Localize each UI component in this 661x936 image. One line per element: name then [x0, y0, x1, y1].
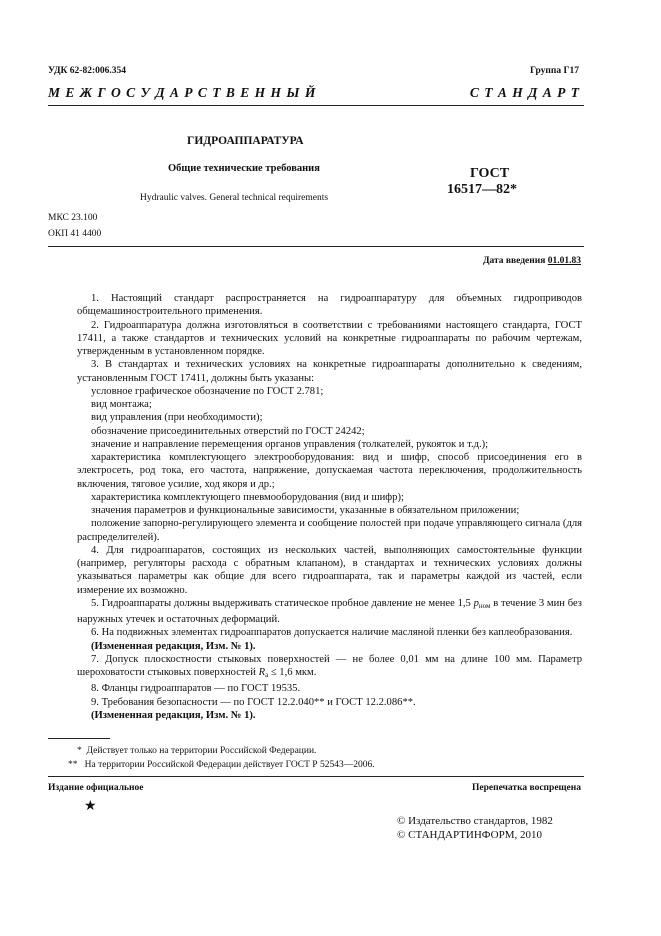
clause-3-item: обозначение присоединительных отверстий по ГОСТ 24242;: [91, 425, 365, 437]
page-subtitle: Общие технические требования: [168, 163, 320, 174]
revision-note: (Измененная редакция, Изм. № 1).: [91, 640, 256, 652]
clause-7-text-a: 7. Допуск плоскостности стыковых поверхностей — не более 0,01 мм на длине 100 мм. Параметр шероховатости стыковых поверхностей: [77, 653, 582, 678]
clause-5-text-a: 5. Гидроаппараты должны выдерживать статическое пробное давление не менее 1,5: [91, 597, 471, 609]
clause-2: 2. Гидроаппаратура должна изготовляться в соответствии с требованиями настоящего стандарта, ГОСТ 17411, а также стандартов и технических условий на конкретные гидроаппараты по рабочим чертежам, утвержденным в установленном порядке.: [77, 319, 582, 357]
pressure-subscript: ном: [478, 601, 491, 610]
reprint-prohibited: Перепечатка воспрещена: [471, 783, 581, 793]
clause-3: 3. В стандартах и технических условиях на конкретные гидроаппараты дополнительно к сведениям, установленным ГОСТ 17411, должны быть указаны:: [77, 359, 582, 384]
intro-date: [483, 256, 581, 266]
gost-label: ГОСТ: [470, 166, 510, 181]
clause-1: 1. Настоящий стандарт распространяется на гидроаппаратуру для объемных гидроприводов общемашиностроительного применения.: [77, 293, 582, 318]
official-edition: Издание официальное: [48, 783, 144, 793]
footnote-1-text: Действует только на территории Российской Федерации.: [86, 746, 317, 756]
state-standard-right: С Т А Н Д А Р Т: [469, 85, 579, 100]
clause-9: 9. Требования безопасности — по ГОСТ 12.2.040** и ГОСТ 12.2.086**.: [91, 696, 416, 708]
roughness-symbol: R: [258, 667, 266, 678]
clause-8: 8. Фланцы гидроаппаратов — по ГОСТ 19535.: [91, 683, 301, 695]
footnote-2-text: На территории Российской Федерации действует ГОСТ Р 52543—2006.: [84, 760, 375, 770]
footnote-2-mark: **: [68, 760, 78, 770]
revision-note: (Измененная редакция, Изм. № 1).: [91, 709, 256, 721]
star-icon: ★: [84, 799, 97, 814]
clause-3-item: условное графическое обозначение по ГОСТ 2.781;: [91, 385, 324, 397]
clause-5-text-b: в течение 3 мин без наружных утечек и остаточных деформаций.: [77, 597, 582, 625]
page-title: ГИДРОАППАРАТУРА: [187, 135, 304, 147]
footnote-2: [68, 760, 375, 770]
group-code: Группа Г17: [530, 66, 579, 76]
document-body: [77, 292, 582, 722]
intro-date-label: Дата введения: [482, 256, 546, 266]
footnote-1: [77, 746, 316, 756]
clause-3-item: значения параметров и функциональные зависимости, указанные в обязательном приложении;: [91, 505, 520, 516]
clause-5: [77, 597, 582, 627]
clause-3-item: характеристика комплектующего электрооборудования: вид и шифр, способ присоединения его в электросеть, род тока, его частота, напряжение, допускаемая частота переключения, продолжительность включения, тяговое усилие, ход якоря и др.;: [77, 452, 582, 490]
footnote-1-mark: *: [77, 746, 82, 756]
state-standard-left: М Е Ж Г О С У Д А Р С Т В Е Н Н Ы Й: [48, 85, 316, 100]
mks-code: МКС 23.100: [48, 213, 98, 223]
okp-code: ОКП 41 4400: [48, 229, 102, 239]
copyright-1: © Издательство стандартов, 1982: [397, 815, 553, 827]
header-rule: [48, 105, 584, 106]
clause-3-item: вид управления (при необходимости);: [91, 412, 263, 424]
udk-code: УДК 62-82:006.354: [48, 66, 127, 76]
gost-number: 16517—82*: [447, 182, 517, 197]
clause-3-item: значение и направление перемещения органов управления (толкателей, рукояток и т.д.);: [91, 438, 489, 450]
roughness-subscript: a: [265, 671, 269, 679]
pressure-symbol: p: [473, 597, 479, 609]
copyright-2: © СТАНДАРТИНФОРМ, 2010: [397, 829, 542, 841]
clause-7-text-b: ≤ 1,6 мкм.: [270, 667, 317, 678]
clause-6: 6. На подвижных элементах гидроаппаратов допускается наличие масляной пленки без каплеобразования.: [91, 627, 573, 639]
clause-3-item: характеристика комплектующего пневмооборудования (вид и шифр);: [91, 491, 404, 503]
english-title: Hydraulic valves. General technical requirements: [140, 193, 329, 203]
intro-date-value: 01.01.83: [547, 256, 581, 266]
clause-7: [77, 653, 582, 683]
clause-4: 4. Для гидроаппаратов, состоящих из нескольких частей, выполняющих самостоятельные функции (например, регуляторы расхода с обратным клапаном), в стандартах и технических условиях должны указываться параметры как общие для всего гидроаппарата, так и параметры каждой из частей, если измерение их возможно.: [77, 544, 582, 596]
footer-rule: [48, 776, 584, 777]
footnote-rule: [48, 738, 110, 739]
clause-3-item: положение запорно-регулирующего элемента и сообщение полостей при подаче управляющего сигнала (для распределителей).: [77, 518, 582, 543]
clause-3-item: вид монтажа;: [91, 399, 152, 410]
title-rule: [48, 246, 584, 247]
